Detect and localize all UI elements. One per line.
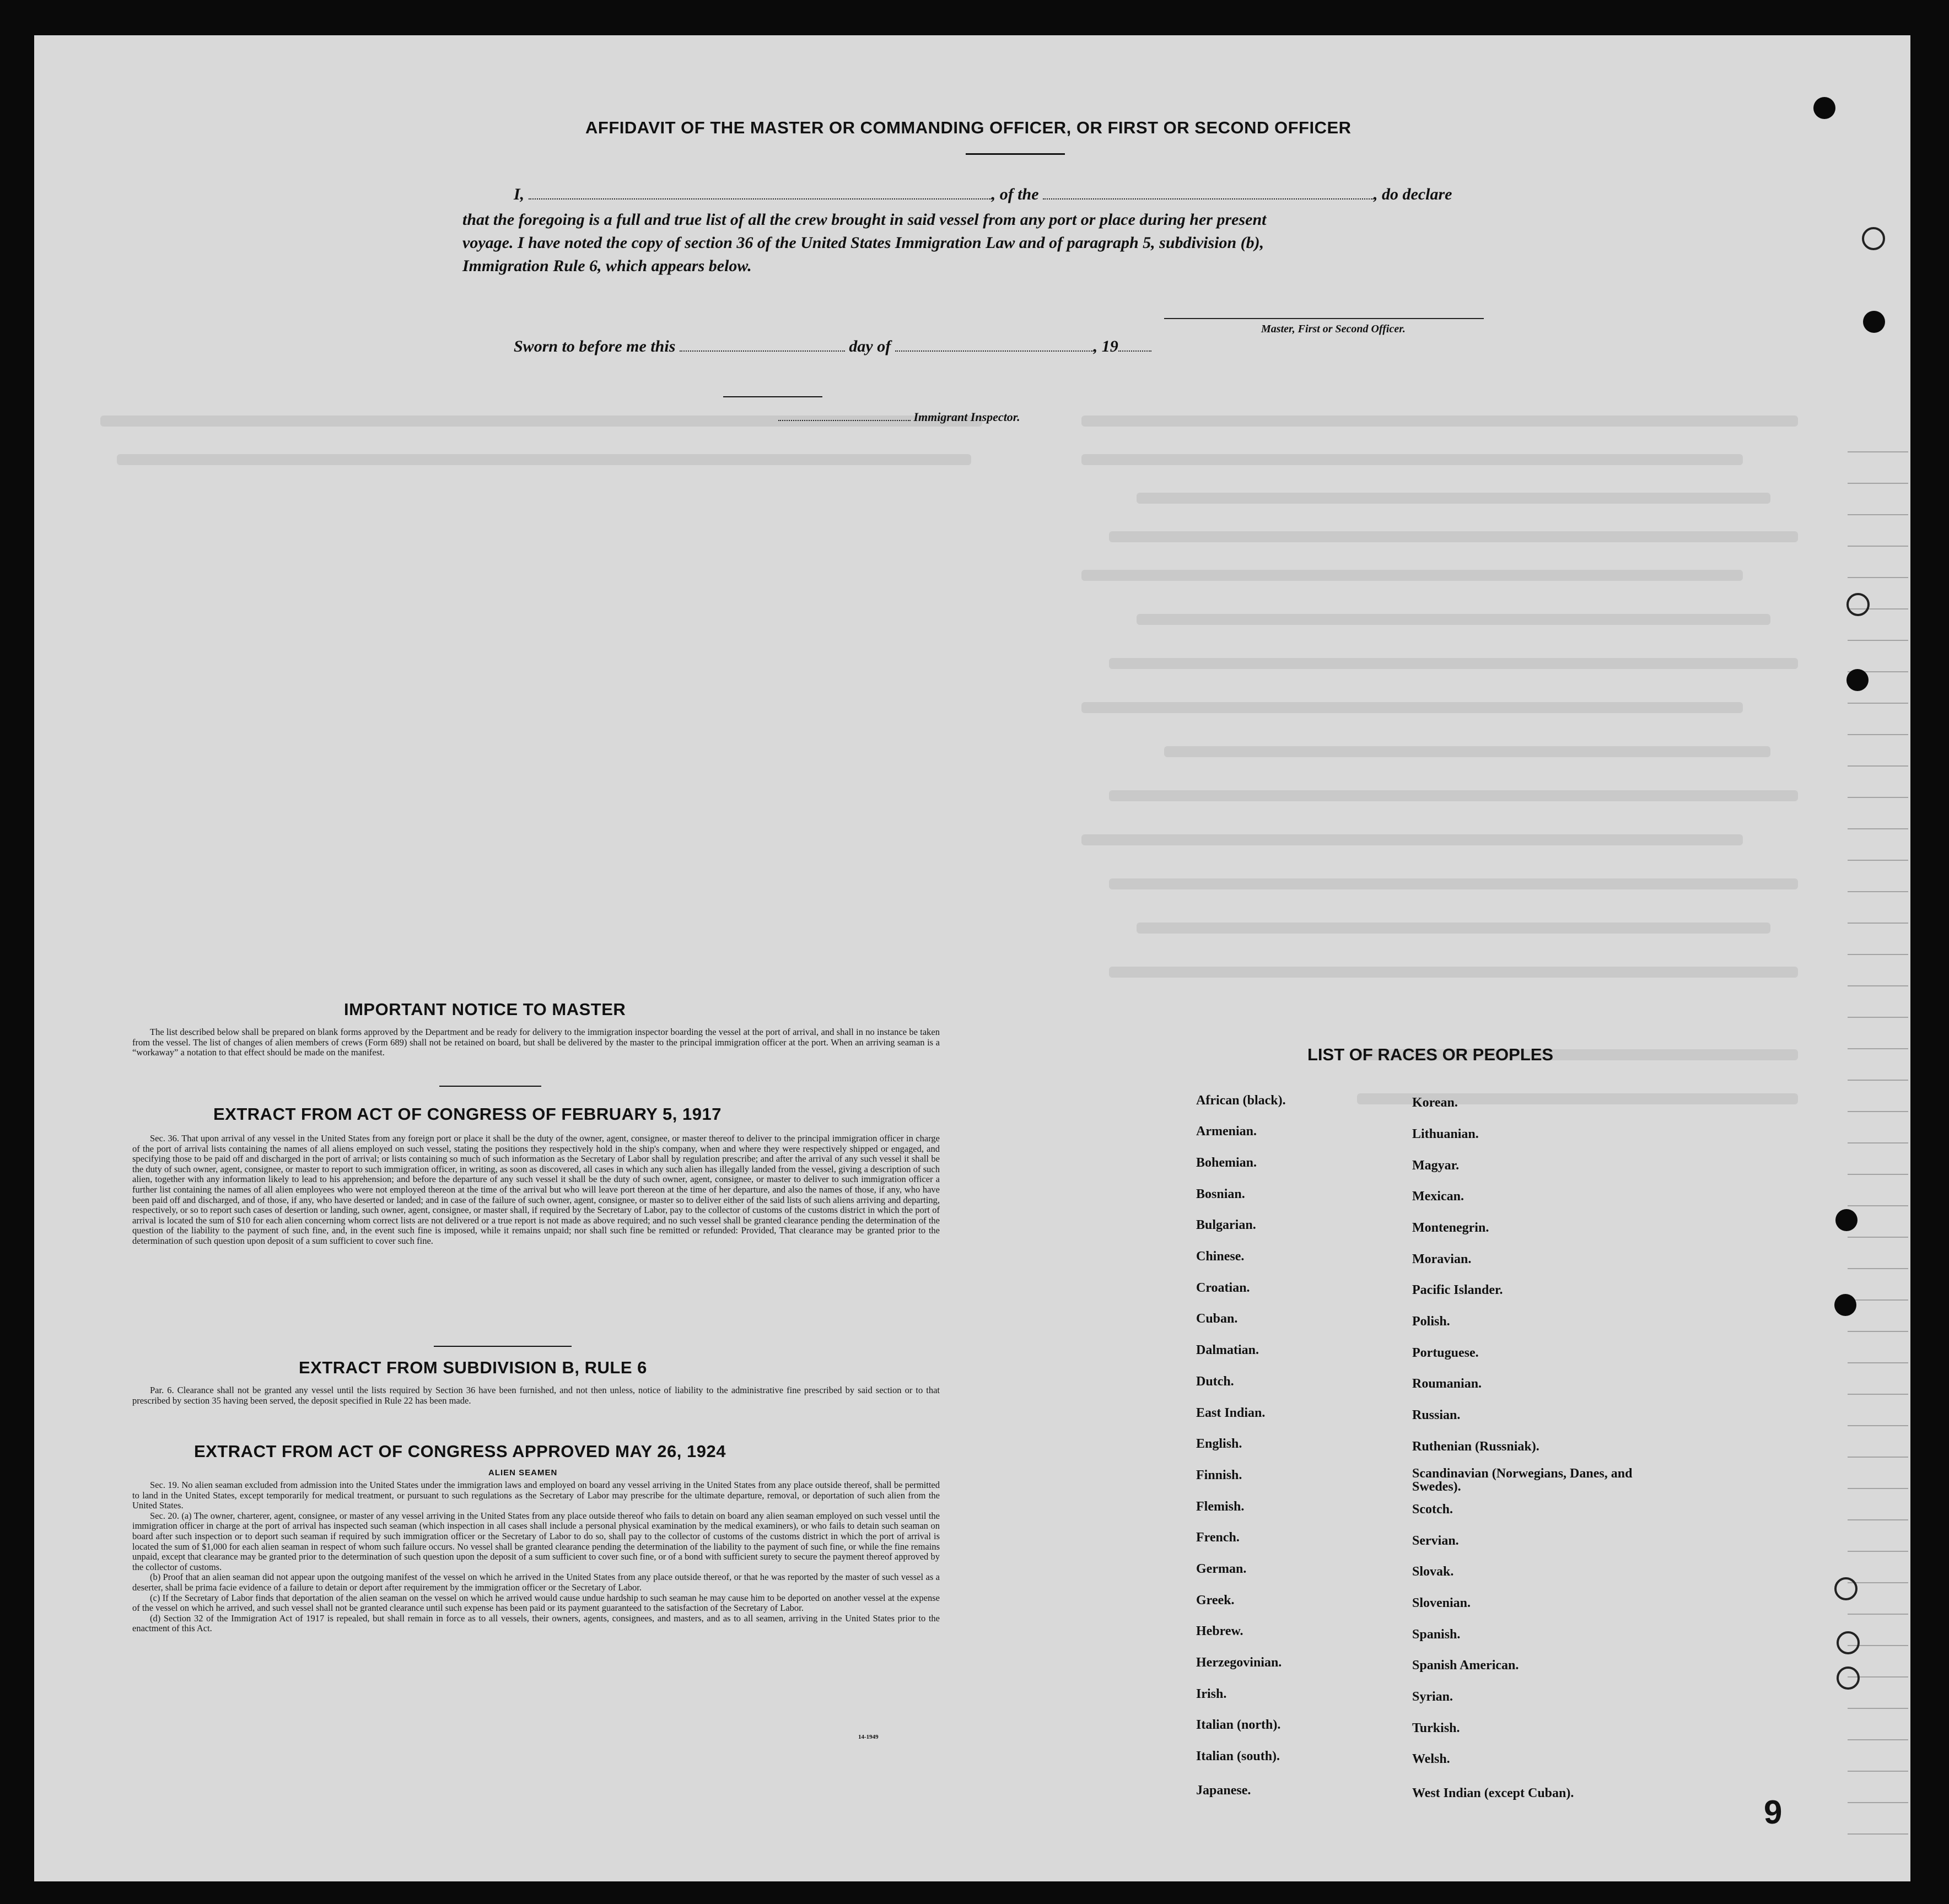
race-item: Hebrew. xyxy=(1196,1624,1243,1638)
handwritten-page-number: 9 xyxy=(1764,1794,1783,1831)
race-item: Bohemian. xyxy=(1196,1156,1257,1170)
act-1924-sec-19: Sec. 19. No alien seaman excluded from admission into the United States under the immigration laws and employed on board any vessel arriving in the United States from any place outside thereof, shall be permitted to land in the United States, except temporarily for medical treatment, or pursuant to such regulations as the Secretary of Labor may prescribe for the ultimate departure, removal, or deportation of such alien from the United States. xyxy=(132,1480,940,1511)
bleed-through-header xyxy=(343,82,1910,121)
race-item: Montenegrin. xyxy=(1412,1221,1489,1235)
race-item: Dutch. xyxy=(1196,1374,1234,1389)
sworn-year-field[interactable] xyxy=(1118,338,1151,352)
rule-6-paragraph: Par. 6. Clearance shall not be granted any vessel until the lists required by Section 36 have been furnished, and not then unless, notice of liability to the administrative fine prescribed by said section or to that prescribed by section 35 having been served, the deposit specified in Rule 22 has been made. xyxy=(132,1385,940,1406)
sworn-line xyxy=(514,337,1151,356)
act-1917-rule xyxy=(434,1346,572,1347)
race-item: Servian. xyxy=(1412,1534,1459,1548)
race-item: Welsh. xyxy=(1412,1752,1450,1766)
act-1924-text xyxy=(132,1480,940,1634)
race-item: Croatian. xyxy=(1196,1281,1250,1295)
day-of-label: day of xyxy=(849,337,891,355)
document-sheet xyxy=(34,35,1910,1881)
race-item: West Indian (except Cuban). xyxy=(1412,1786,1574,1800)
affidavit-of-the-label: , of the xyxy=(991,185,1039,203)
race-item: Pacific Islander. xyxy=(1412,1283,1503,1297)
race-item: Bosnian. xyxy=(1196,1187,1245,1201)
master-signature-label: Master, First or Second Officer. xyxy=(1261,323,1406,335)
race-item: African (black). xyxy=(1196,1093,1286,1108)
binder-hole xyxy=(1863,311,1885,333)
alien-seamen-subheading: ALIEN SEAMEN xyxy=(488,1468,558,1477)
title-rule xyxy=(966,153,1065,155)
race-item: Flemish. xyxy=(1196,1500,1245,1514)
race-item: Finnish. xyxy=(1196,1468,1242,1482)
race-item: German. xyxy=(1196,1562,1247,1576)
race-item: Armenian. xyxy=(1196,1124,1257,1139)
race-item: French. xyxy=(1196,1530,1240,1545)
race-item: Japanese. xyxy=(1196,1783,1251,1798)
race-item: Slovak. xyxy=(1412,1565,1454,1579)
race-item: Korean. xyxy=(1412,1096,1458,1110)
affidavit-line-2: that the foregoing is a full and true list of all the crew brought in said vessel from any port or place during her present xyxy=(462,211,1267,229)
race-item: Spanish. xyxy=(1412,1627,1461,1642)
race-item: Cuban. xyxy=(1196,1312,1238,1326)
race-item: Italian (south). xyxy=(1196,1749,1280,1763)
race-item: Lithuanian. xyxy=(1412,1127,1479,1141)
race-item: Mexican. xyxy=(1412,1189,1464,1204)
sworn-day-field[interactable] xyxy=(680,338,845,352)
races-title: LIST OF RACES OR PEOPLES xyxy=(1307,1045,1554,1064)
affidavit-i-label: I, xyxy=(514,185,525,203)
act-1924-sec-20d: (d) Section 32 of the Immigration Act of 1917 is repealed, but shall remain in force as to all vessels, their owners, agents, consignees, and masters, and as to all seamen, arriving in the United States prior to the enactment of this Act. xyxy=(132,1612,940,1634)
race-item: Slovenian. xyxy=(1412,1596,1471,1610)
race-item: Herzegovinian. xyxy=(1196,1655,1282,1670)
inspector-label: Immigrant Inspector. xyxy=(913,410,1020,424)
binder-hole xyxy=(1862,227,1885,250)
race-item: Turkish. xyxy=(1412,1721,1460,1735)
master-name-field[interactable] xyxy=(529,186,992,199)
race-item: Ruthenian (Russniak). xyxy=(1412,1439,1539,1454)
affidavit-declaration-line xyxy=(514,185,1452,204)
inspector-signature-field[interactable] xyxy=(778,412,911,421)
act-1924-heading: EXTRACT FROM ACT OF CONGRESS APPROVED MAY 26, 1924 xyxy=(194,1442,726,1461)
affidavit-line-3: voyage. I have noted the copy of section 36 of the United States Immigration Law and of paragraph 5, subdivision (b), xyxy=(462,234,1264,252)
rule-6-heading: EXTRACT FROM SUBDIVISION B, RULE 6 xyxy=(299,1358,647,1377)
binder-hole xyxy=(1835,1209,1858,1231)
notice-heading: IMPORTANT NOTICE TO MASTER xyxy=(344,1000,626,1019)
race-item: East Indian. xyxy=(1196,1406,1266,1420)
sworn-label: Sworn to before me this xyxy=(514,337,676,355)
rule-6-text xyxy=(132,1385,940,1406)
inspector-line xyxy=(778,410,1020,424)
binder-hole xyxy=(1837,1666,1860,1690)
race-item: Magyar. xyxy=(1412,1158,1460,1173)
race-item: Dalmatian. xyxy=(1196,1343,1259,1357)
notice-paragraph: The list described below shall be prepared on blank forms approved by the Department and be ready for delivery to the immigration inspector boarding the vessel at the port of arrival, and shall in no instance be taken from the vessel. The list of changes of alien members of crews (Form 689) shall not be retained on board, but shall be delivered by the master to the principal immigration officer at the port. When an arriving seaman is a “workaway” a notation to that effect should be made on the manifest. xyxy=(132,1027,940,1058)
notice-text xyxy=(132,1027,940,1058)
binder-hole xyxy=(1813,97,1835,119)
binder-hole xyxy=(1846,593,1870,616)
year-label: , 19 xyxy=(1093,337,1118,355)
race-item: Russian. xyxy=(1412,1408,1461,1422)
sworn-month-field[interactable] xyxy=(895,338,1094,352)
binder-hole xyxy=(1834,1294,1856,1316)
act-1917-text xyxy=(132,1134,940,1247)
act-1917-paragraph: Sec. 36. That upon arrival of any vessel in the United States from any foreign port or place it shall be the duty of the owner, agent, consignee, or master thereof to deliver to the principal immigration officer in charge of the port of arrival lists containing the names of all aliens employed on such vessel, stating the positions they respectively hold in the ship's company, when and where they were respectively shipped or engaged, and specifying those to be paid off and discharged in the port of arrival; or lists containing so much of such information as the Secretary of Labor shall by regulation prescribe; and after the arrival of any such vessel it shall be the duty of such owner, agent, consignee, or master to report to such immigration officer, in writing, as soon as discovered, all cases in which any such alien has illegally landed from the vessel, giving a description of such alien, together with any information likely to lead to his apprehension; and before the departure of any such vessel it shall be the duty of such owner, agent, consignee, or master to deliver to such immigration officer a further list containing the names of all alien employees who were not employed thereon at the time of the arrival but who will leave port thereon at the time of her departure, and also the names of those, if any, who have been paid off and discharged, and of those, if any, who have deserted or landed; and in case of the failure of such owner, agent, consignee, or master so to deliver either of the said lists of such aliens arriving and departing, respectively, or so to report such cases of desertion or landing, such owner, agent, consignee, or master shall, if required by the Secretary of Labor, pay to the collector of customs of the customs district in which the port of arrival is located the sum of $10 for each alien concerning whom correct lists are not delivered or a true report is not made as above required; and no such vessel shall be granted clearance pending the determination of the question of the liability to the payment of such fine, and, in the event such fine is imposed, while it remains unpaid; nor shall such fine be remitted or refunded: Provided, That clearance may be granted prior to the determination of such question upon deposit of a sum sufficient to cover such fine. xyxy=(132,1133,940,1246)
race-item: Scandinavian (Norwegians, Danes, and Swedes). xyxy=(1412,1466,1633,1494)
race-item: Bulgarian. xyxy=(1196,1218,1256,1232)
binder-hole xyxy=(1837,1631,1860,1654)
race-item: Spanish American. xyxy=(1412,1658,1519,1673)
race-item: Scotch. xyxy=(1412,1502,1453,1517)
form-code: 14-1949 xyxy=(858,1734,879,1740)
act-1924-sec-20c: (c) If the Secretary of Labor finds that deportation of the alien seaman on the vessel on which he arrived would cause undue hardship to such seaman he may cause him to be deported on another vessel at the expense of the vessel on which he arrived, and such vessel shall not be granted clearance until such expense has been paid or its payment guaranteed to the satisfaction of the Secretary of Labor. xyxy=(132,1592,940,1614)
act-1917-heading: EXTRACT FROM ACT OF CONGRESS OF FEBRUARY 5, 1917 xyxy=(213,1104,722,1124)
affidavit-title: AFFIDAVIT OF THE MASTER OR COMMANDING OFFICER, OR FIRST OR SECOND OFFICER xyxy=(585,118,1352,137)
notice-rule xyxy=(439,1086,541,1087)
binder-hole xyxy=(1834,1577,1858,1600)
affidavit-declare-label: , do declare xyxy=(1374,185,1452,203)
act-1924-sec-20b: (b) Proof that an alien seaman did not appear upon the outgoing manifest of the vessel on which he arrived in the United States from any place outside thereof, or that he was reported by the master of such vessel as a deserter, shall be prima facie evidence of a failure to detain or deport after requirement by the immigration officer or the Secretary of Labor. xyxy=(132,1572,940,1593)
binder-hole xyxy=(1846,669,1869,691)
race-item: Syrian. xyxy=(1412,1690,1453,1704)
race-item: Roumanian. xyxy=(1412,1377,1482,1391)
race-item: Chinese. xyxy=(1196,1249,1245,1264)
vessel-name-field[interactable] xyxy=(1043,186,1374,199)
act-1924-sec-20a: Sec. 20. (a) The owner, charterer, agent, consignee, or master of any vessel arriving in the United States from any place outside thereof who fails to detain on board any alien seaman employed on such vessel until the immigration officer in charge at the port of arrival has inspected such seaman (which inspection in all cases shall include a personal physical examination by the medical examiners), or who fails to detain such seaman on board after such inspection or to deport such seaman if required by such immigration officer or the Secretary of Labor to do so, shall pay to the collector of customs of the customs district in which the port of arrival is located the sum of $1,000 for each alien seaman in respect of whom such failure occurs. No vessel shall be granted clearance pending the determination of the liability to the payment of such fine, or while the fine remains unpaid, except that clearance may be granted prior to the determination of such question upon the deposit of a sum sufficient to cover such fine, or of a bond with sufficient surety to secure the payment thereof approved by the collector of customs. xyxy=(132,1510,940,1572)
race-item: Italian (north). xyxy=(1196,1718,1281,1732)
race-item: Polish. xyxy=(1412,1314,1450,1329)
race-item: Irish. xyxy=(1196,1687,1227,1701)
affidavit-line-4: Immigration Rule 6, which appears below. xyxy=(462,257,752,275)
race-item: Portuguese. xyxy=(1412,1346,1479,1360)
race-item: English. xyxy=(1196,1437,1242,1451)
race-item: Moravian. xyxy=(1412,1252,1472,1266)
race-item: Greek. xyxy=(1196,1593,1235,1608)
master-signature-line[interactable] xyxy=(1164,318,1484,319)
inspector-rule xyxy=(723,396,822,397)
